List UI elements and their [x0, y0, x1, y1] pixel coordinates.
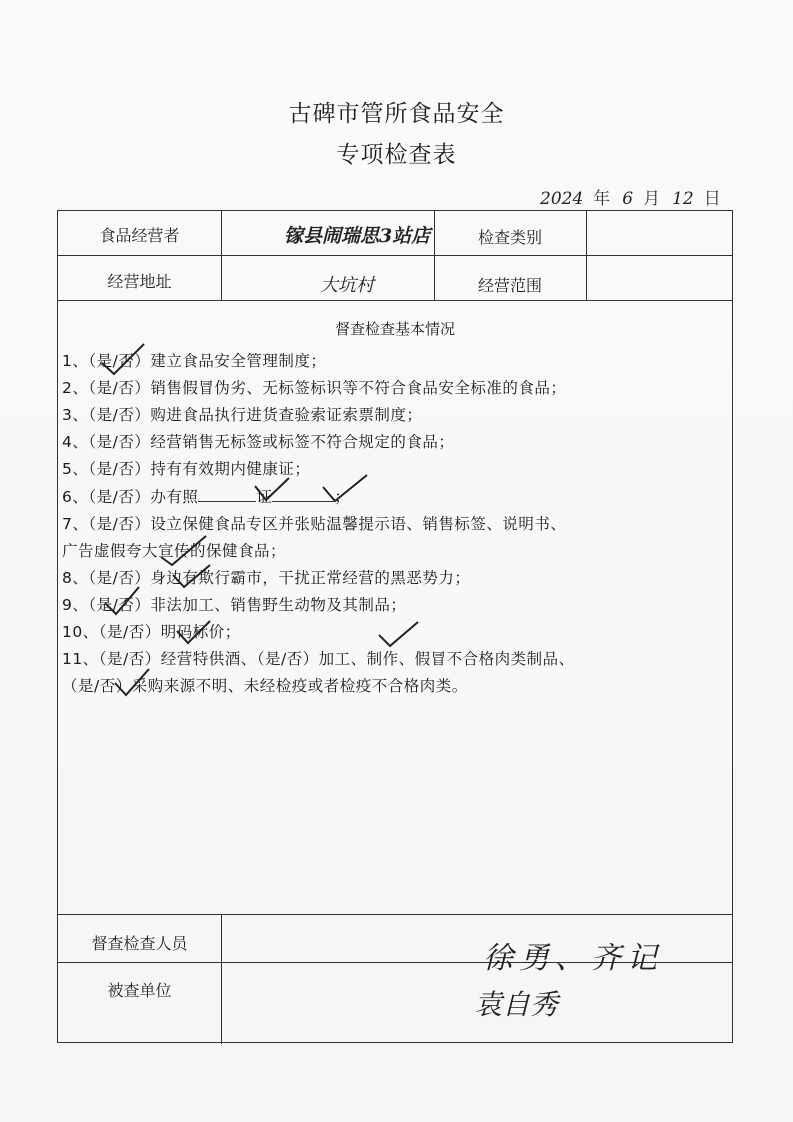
date-year-unit: 年 [593, 189, 611, 209]
item6-mid: 证 [256, 488, 273, 506]
checklist-item-10: 10、（是/否）明码标价； [62, 623, 241, 641]
checklist-item-4: 4、（是/否）经营销售无标签或标签不符合规定的食品； [62, 433, 455, 451]
table-rule [586, 211, 587, 300]
table-rule [58, 300, 732, 301]
check-mark-icon [170, 561, 214, 591]
inspector-label: 督查检查人员 [91, 934, 188, 953]
date-day-unit: 日 [703, 189, 721, 209]
document-title-line1: 古碑市管所食品安全 [288, 101, 505, 127]
check-mark-icon [320, 473, 370, 505]
checklist-item-7: 7、（是/否）设立保健食品专区并张贴温馨提示语、销售标签、说明书、 [62, 515, 567, 533]
scope-label: 经营范围 [477, 276, 542, 295]
table-rule [58, 255, 732, 256]
checklist-item-1: 1、（是/否）建立食品安全管理制度； [62, 352, 327, 370]
date-month-unit: 月 [643, 189, 661, 209]
checklist-item-9: 9、（是/否）非法加工、销售野生动物及其制品； [62, 596, 407, 614]
operator-value: 镓县闹瑞思3站店 [284, 225, 431, 247]
address-value: 大坑村 [320, 275, 374, 296]
inspection-table [57, 210, 733, 1043]
date-month: 6 [622, 189, 634, 209]
table-rule [221, 914, 222, 1044]
document-title-line2: 专项检查表 [336, 142, 457, 168]
section-title: 督查检查基本情况 [334, 320, 455, 338]
checklist-item-11: 11、（是/否）经营特供酒、（是/否）加工、制作、假冒不合格肉类制品、 [62, 650, 575, 668]
checklist-item-8: 8、（是/否）身边有欺行霸市，干扰正常经营的黑恶势力； [62, 569, 471, 587]
checklist-item-6 [62, 483, 730, 511]
table-rule [221, 211, 222, 300]
checklist-item-11-cont: （是/否）采购来源不明、未经检疫或者检疫不合格肉类。 [62, 677, 468, 695]
checklist-item-7-cont: 广告虚假夸大宣传的保健食品； [62, 542, 287, 560]
inspected-unit-signature: 袁自秀 [474, 988, 559, 1021]
check-mark-icon [102, 583, 142, 617]
address-label: 经营地址 [107, 272, 172, 291]
inspected-unit-label: 被查单位 [107, 981, 172, 1000]
checklist-item-2: 2、（是/否）销售假冒伪劣、无标签标识等不符合食品安全标准的食品； [62, 379, 567, 397]
check-mark-icon [112, 665, 152, 699]
check-mark-icon [376, 619, 422, 649]
inspection-date [540, 184, 733, 209]
check-mark-icon [174, 617, 214, 647]
check-mark-icon [252, 476, 292, 504]
inspect-type-label: 检查类别 [477, 228, 542, 247]
checklist-item-3: 3、（是/否）购进食品执行进货查验索证索票制度； [62, 406, 423, 424]
table-rule [58, 914, 732, 915]
date-year: 2024 [540, 189, 584, 209]
checklist-item-5: 5、（是/否）持有有效期内健康证； [62, 460, 311, 478]
check-mark-icon [98, 341, 148, 377]
operator-label: 食品经营者 [99, 226, 180, 245]
date-day: 12 [672, 189, 694, 209]
license-fill-blank [198, 483, 256, 502]
item6-prefix: 6、（是/否）办有照 [62, 488, 199, 506]
item6-end: ； [334, 488, 351, 506]
inspector-signature: 徐勇、齐记 [483, 941, 663, 976]
